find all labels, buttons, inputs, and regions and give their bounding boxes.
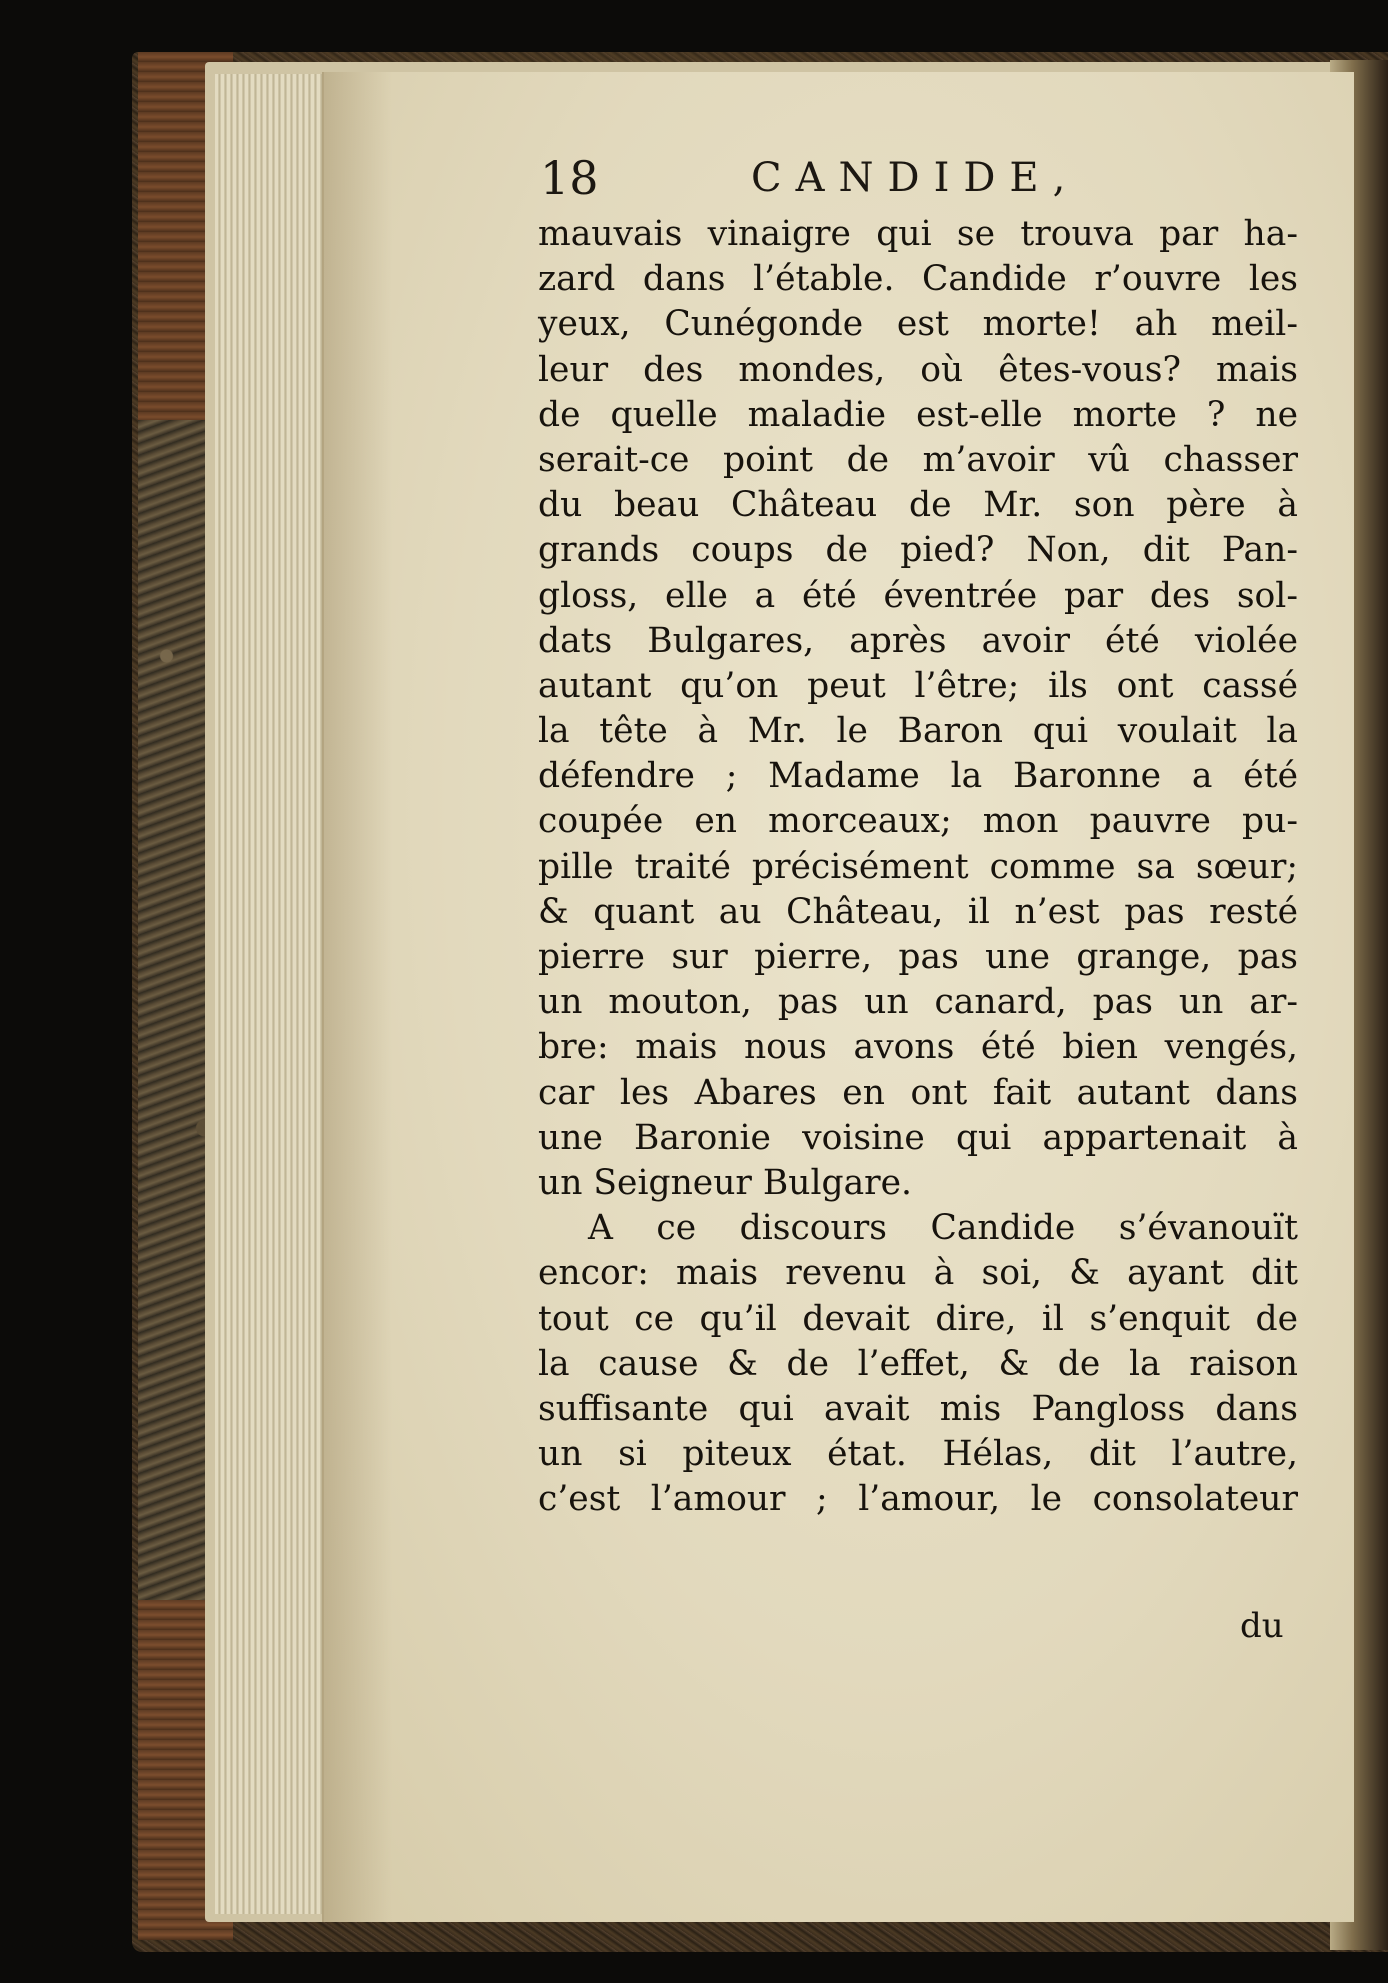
text-line: un si piteux état. Hélas, dit l’autre, bbox=[538, 1434, 1298, 1475]
text-line: défendre ; Madame la Baronne a été bbox=[538, 756, 1298, 797]
page-edges bbox=[215, 74, 325, 1914]
catchword: du bbox=[1240, 1606, 1284, 1646]
text-line: la tête à Mr. le Baron qui voulait la bbox=[538, 711, 1298, 752]
text-line: yeux, Cunégonde est morte! ah meil- bbox=[538, 304, 1298, 345]
text-line: c’est l’amour ; l’amour, le consolateur bbox=[538, 1479, 1298, 1520]
text-line: A ce discours Candide s’évanouït bbox=[588, 1208, 1298, 1249]
text-line: tout ce qu’il devait dire, il s’enquit de bbox=[538, 1298, 1298, 1339]
text-line: gloss, elle a été éventrée par des sol- bbox=[538, 575, 1298, 616]
text-line: car les Abares en ont fait autant dans bbox=[538, 1072, 1298, 1113]
text-line: de quelle maladie est-elle morte ? ne bbox=[538, 394, 1298, 435]
text-line: un Seigneur Bulgare. bbox=[538, 1162, 913, 1203]
page-text bbox=[538, 212, 1298, 1522]
text-line: pierre sur pierre, pas une grange, pas bbox=[538, 937, 1298, 977]
text-line: dats Bulgares, après avoir été violée bbox=[538, 620, 1298, 661]
text-line: mauvais vinaigre qui se trouva par ha- bbox=[538, 214, 1298, 254]
text-line: un mouton, pas un canard, pas un ar- bbox=[538, 982, 1298, 1023]
text-line: suffisante qui avait mis Pangloss dans bbox=[538, 1388, 1298, 1429]
text-line: leur des mondes, où êtes-vous? mais bbox=[538, 349, 1298, 390]
text-line: pille traité précisément comme sa sœur; bbox=[538, 846, 1298, 887]
text-line: bre: mais nous avons été bien vengés, bbox=[538, 1027, 1298, 1068]
running-head bbox=[540, 148, 1300, 208]
text-line: grands coups de pied? Non, dit Pan- bbox=[538, 530, 1298, 571]
text-line: du beau Château de Mr. son père à bbox=[538, 485, 1298, 526]
text-line: encor: mais revenu à soi, & ayant dit bbox=[538, 1253, 1298, 1294]
page-number: 18 bbox=[540, 151, 599, 205]
text-line: serait-ce point de m’avoir vû chasser bbox=[538, 439, 1298, 480]
text-line: zard dans l’étable. Candide r’ouvre les bbox=[538, 259, 1298, 300]
text-line: une Baronie voisine qui appartenait à bbox=[538, 1117, 1298, 1158]
text-line: coupée en morceaux; mon pauvre pu- bbox=[538, 801, 1298, 842]
book-title: CANDIDE, bbox=[751, 155, 1080, 201]
text-line: la cause & de l’effet, & de la raison bbox=[538, 1343, 1298, 1384]
gutter-shadow bbox=[322, 72, 392, 1922]
text-line: autant qu’on peut l’être; ils ont cassé bbox=[538, 665, 1298, 706]
text-line: & quant au Château, il n’est pas resté bbox=[538, 891, 1298, 932]
